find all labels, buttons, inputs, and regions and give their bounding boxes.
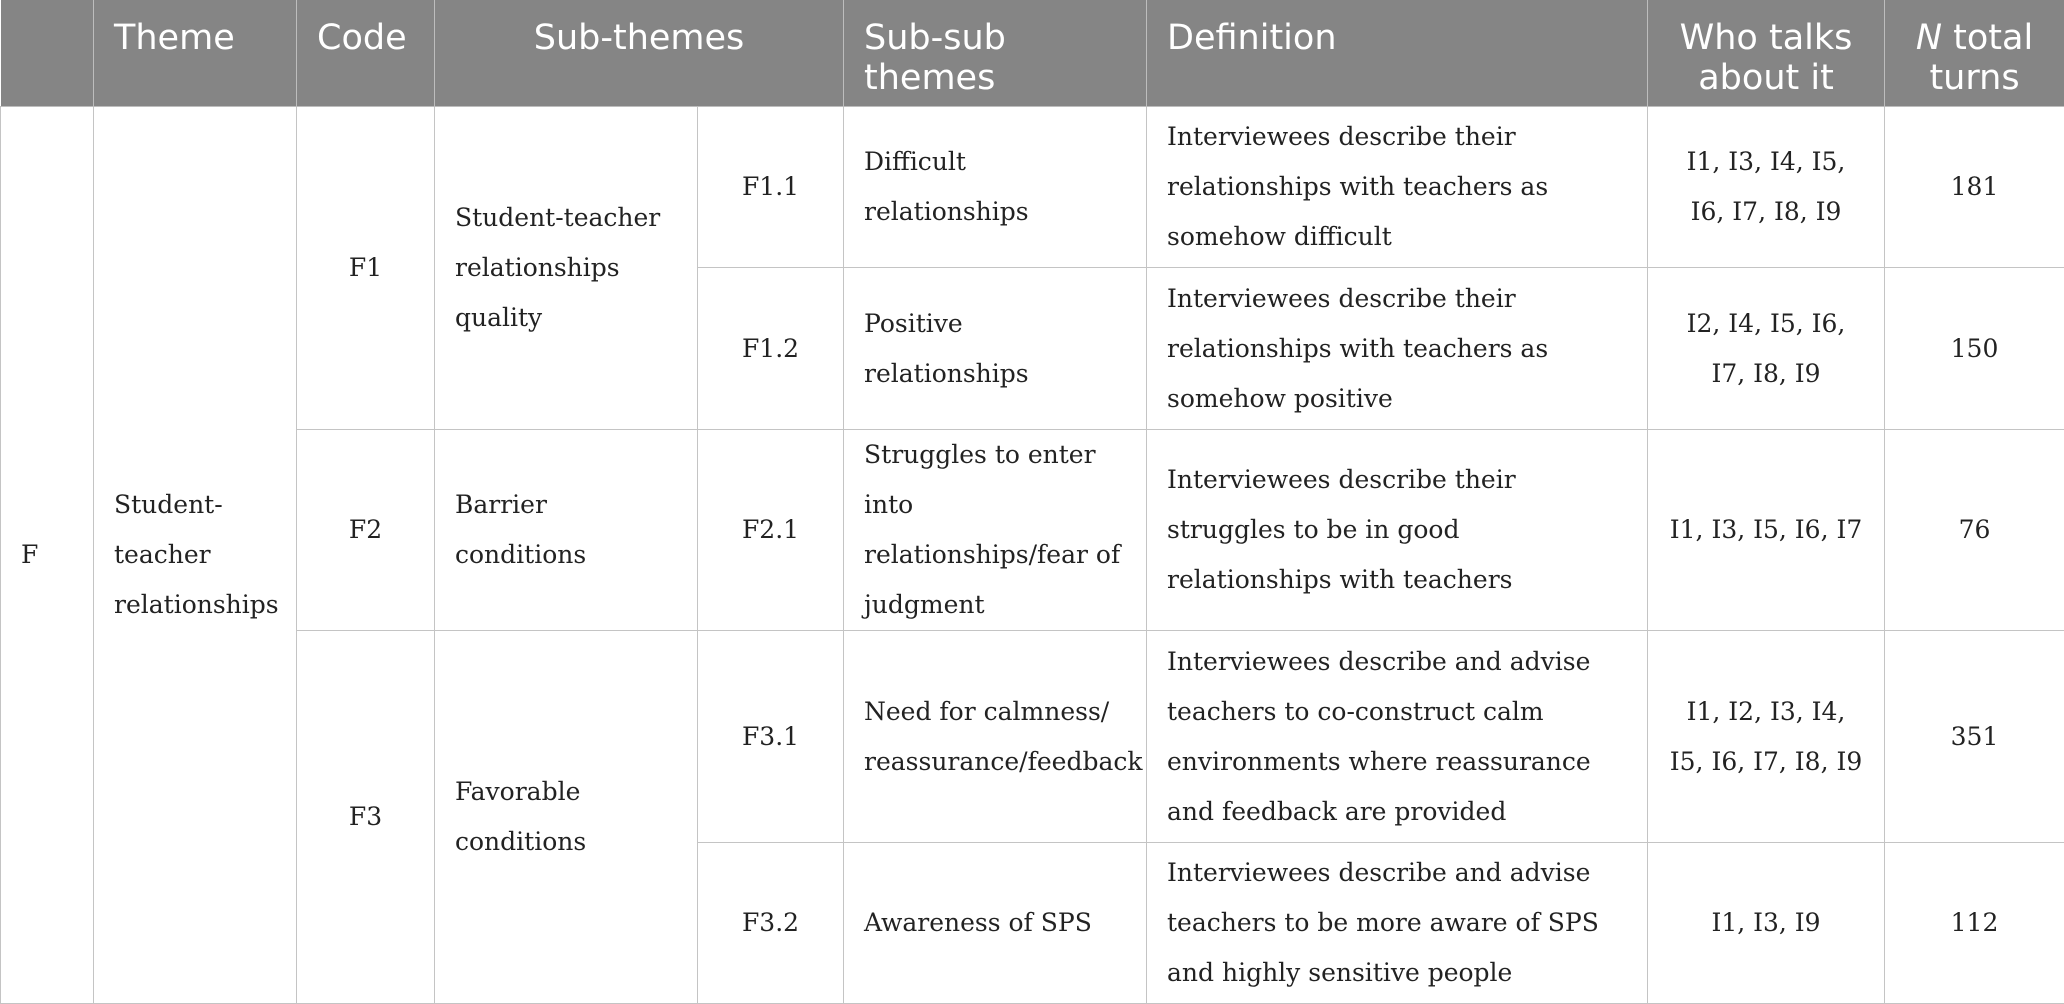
who-talks-cell: I2, I4, I5, I6, I7, I8, I9 [1648, 268, 1885, 430]
header-sub-themes: Sub-themes [435, 0, 844, 107]
who-talks-cell: I1, I3, I9 [1648, 843, 1885, 1004]
group-code-cell: F2 [297, 430, 435, 631]
theme-code-cell: F [1, 107, 94, 1004]
table-row [1, 430, 2064, 631]
total-turns-cell: 181 [1885, 107, 2064, 268]
definition-cell: Interviewees describe and advise teachers to co-construct calm environments where reassurance and feedback are provided [1147, 631, 1648, 843]
sub-theme-cell: Barrier conditions [435, 430, 698, 631]
group-code-cell: F1 [297, 107, 435, 430]
total-turns-cell: 76 [1885, 430, 2064, 631]
total-turns-cell: 150 [1885, 268, 2064, 430]
who-talks-cell: I1, I3, I5, I6, I7 [1648, 430, 1885, 631]
table-row [1, 631, 2064, 843]
header-row [1, 0, 2064, 107]
sub-sub-code-cell: F1.1 [698, 107, 844, 268]
header-blank [1, 0, 94, 107]
header-who-talks: Who talks about it [1648, 0, 1885, 107]
header-n-rest: total turns [1929, 18, 2033, 98]
sub-sub-code-cell: F1.2 [698, 268, 844, 430]
table-row [1, 107, 2064, 268]
total-turns-cell: 112 [1885, 843, 2064, 1004]
header-n-italic: N [1916, 18, 1942, 58]
sub-sub-theme-cell: Positive relationships [844, 268, 1147, 430]
who-talks-cell: I1, I3, I4, I5, I6, I7, I8, I9 [1648, 107, 1885, 268]
header-definition: Definition [1147, 0, 1648, 107]
sub-sub-theme-cell: Awareness of SPS [844, 843, 1147, 1004]
sub-theme-cell: Student-teacher relationships quality [435, 107, 698, 430]
definition-cell: Interviewees describe and advise teachers to be more aware of SPS and highly sensitive people [1147, 843, 1648, 1004]
definition-cell: Interviewees describe their relationships with teachers as somehow difficult [1147, 107, 1648, 268]
header-code: Code [297, 0, 435, 107]
header-n-total-turns [1885, 0, 2064, 107]
sub-sub-code-cell: F2.1 [698, 430, 844, 631]
total-turns-cell: 351 [1885, 631, 2064, 843]
header-theme: Theme [94, 0, 297, 107]
sub-theme-cell: Favorable conditions [435, 631, 698, 1004]
sub-sub-theme-cell: Difficult relationships [844, 107, 1147, 268]
theme-name-cell: Student-teacher relationships [94, 107, 297, 1004]
sub-sub-code-cell: F3.1 [698, 631, 844, 843]
sub-sub-theme-cell: Need for calmness/ reassurance/feedback [844, 631, 1147, 843]
sub-sub-theme-cell: Struggles to enter into relationships/fear of judgment [844, 430, 1147, 631]
definition-cell: Interviewees describe their struggles to be in good relationships with teachers [1147, 430, 1648, 631]
group-code-cell: F3 [297, 631, 435, 1004]
sub-sub-code-cell: F3.2 [698, 843, 844, 1004]
header-sub-sub-themes: Sub-sub themes [844, 0, 1147, 107]
who-talks-cell: I1, I2, I3, I4, I5, I6, I7, I8, I9 [1648, 631, 1885, 843]
definition-cell: Interviewees describe their relationships with teachers as somehow positive [1147, 268, 1648, 430]
